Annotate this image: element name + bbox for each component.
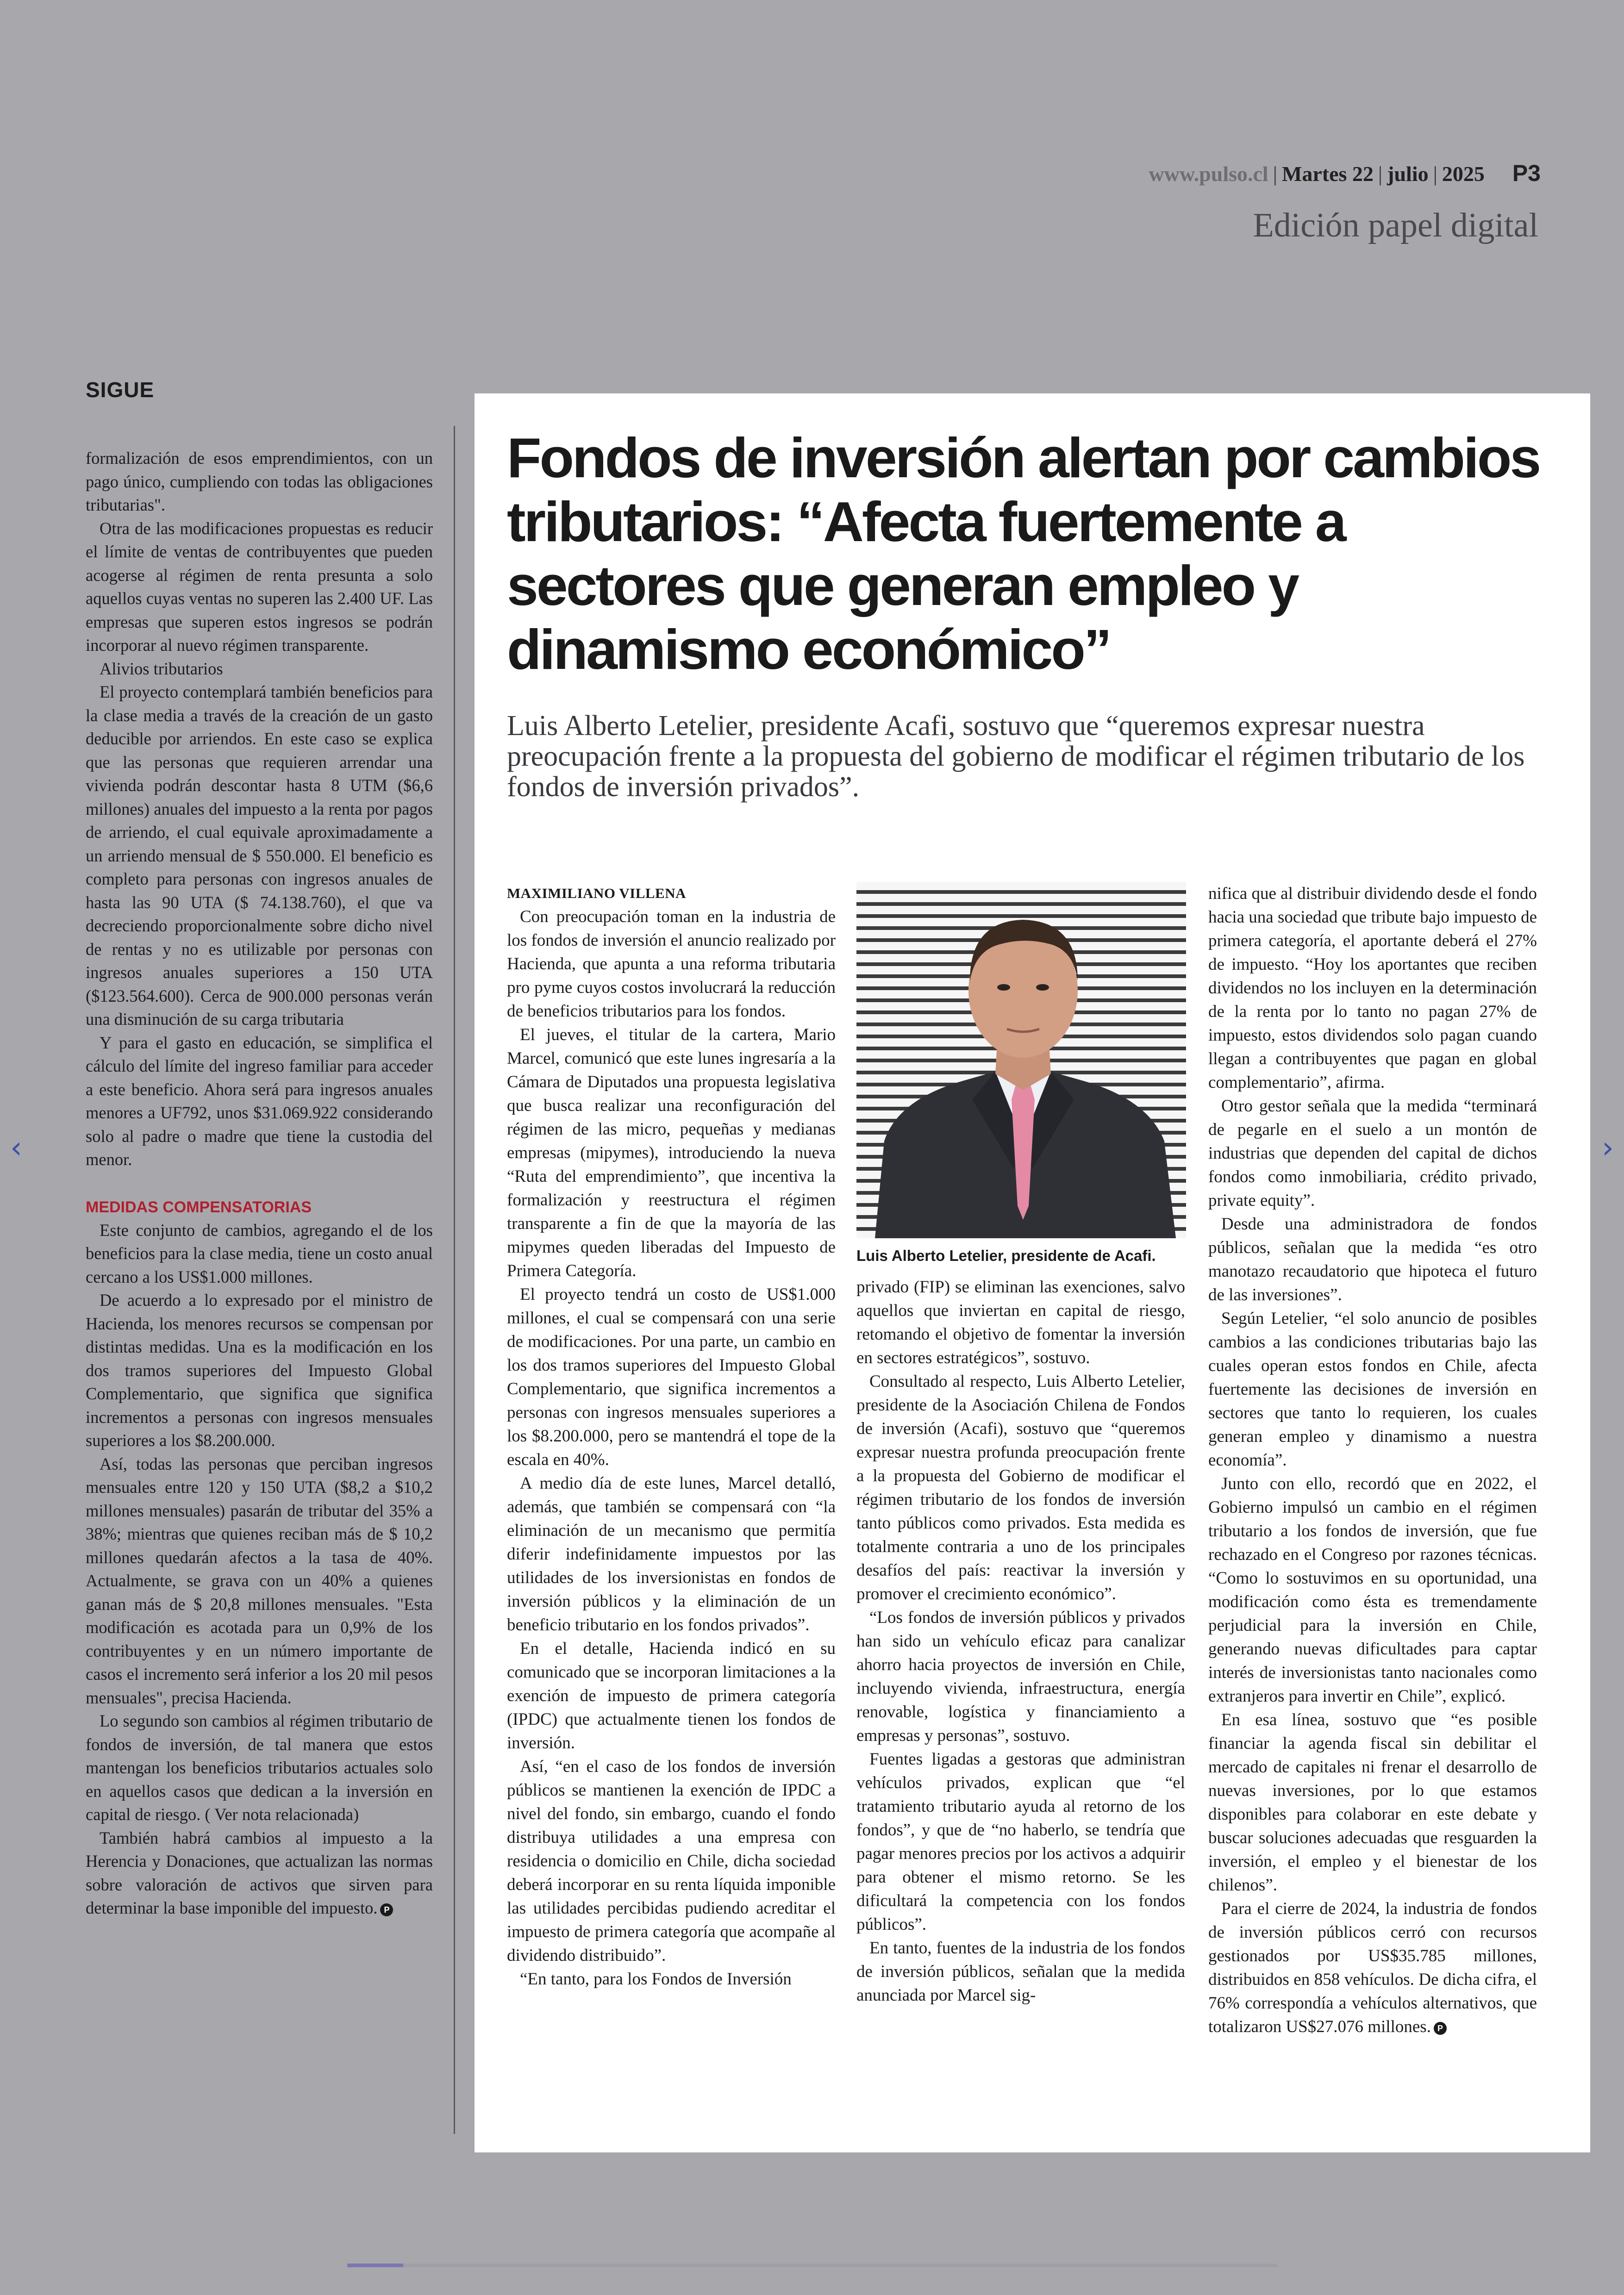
sidebar-paragraph: Lo segundo son cambios al régimen tributario de fondos de inversión, de tal manera que estos mantengan los beneficios tributarios actuales solo en aquellos casos que dedican a la inversión en capital de riesgo. ( Ver nota relacionada) [86, 1711, 433, 1824]
article-headline: Fondos de inversión alertan por cambios tributarios: “Afecta fuertemente a sectores que generan empleo y dinamismo económico” [507, 426, 1540, 681]
sidebar-paragraph: Así, todas las personas que perciban ingresos mensuales entre 120 y 150 UTA ($8,2 a $10,2 millones mensuales) pasarán de tributar del 35% a 38%; mientras que quienes reciban más de $ 10,2 millones quedarán afectos a la tasa de 40%. Actualmente, se grava con un 40% a quienes ganan más de $ 20,8 millones mensuales. "Esta modificación es acotada para un 0,9% de los contribuyentes y en un número importante de casos el incremento será inferior a los 20 mil pesos mensuales", precisa Hacienda. [86, 1454, 433, 1707]
article-paragraph: Fuentes ligadas a gestoras que administran vehículos privados, explican que “el tratamiento tributario ayuda al retorno de los fondos”, y que de “no haberlo, se tendría que pagar menores precios por los activos a adquirir para obtener el mismo retorno. Se les dificultará la competencia con los fondos públicos”. [856, 1750, 1185, 1934]
column-divider [454, 426, 455, 2134]
article-body [507, 882, 1562, 2132]
sidebar-article [86, 447, 433, 1920]
header-separator: | [1378, 162, 1383, 186]
article-paragraph: El jueves, el titular de la cartera, Mario Marcel, comunicó que este lunes ingresaría a la Cámara de Diputados una propuesta legislativa que busca realizar una reconfiguración del régimen de las micro, pequeñas y medianas empresas (mipymes), introduciendo la nueva “Ruta del emprendimiento”, que incentiva la formalización y reestructura el régimen transparente a fin de que la mayoría de las mipymes queden liberadas del Impuesto de Primera Categoría. [507, 1025, 836, 1280]
article-paragraph: Otro gestor señala que la medida “terminará de pegarle en el suelo a un montón de industrias que dependen del capital de dichos fondos como inmobiliaria, crédito privado, private equity”. [1208, 1097, 1537, 1210]
end-mark-icon: P [380, 1903, 393, 1916]
article-column-1 [507, 882, 836, 1991]
article-last-text: Para el cierre de 2024, la industria de fondos de inversión públicos cerró con recursos gestionados por US$35.785 millones, distribuidos en 858 vehículos. De dicha cifra, el 76% correspondía a vehículos alternativos, que totalizaron US$27.076 millones. [1208, 1899, 1537, 2036]
section-label-sigue: SIGUE [86, 378, 155, 402]
article-paragraph: Junto con ello, recordó que en 2022, el Gobierno impulsó un cambio en el régimen tributario a los fondos de inversión, que fue rechazado en el Congreso por razones técnicas. “Como lo sostuvimos en su oportunidad, una modificación como ésta es tremendamente perjudicial para la inversión en Chile, generando nuevas dificultades para captar interés de inversionistas tanto nacionales como extranjeros para invertir en Chile”, explicó. [1208, 1474, 1537, 1706]
article-paragraph: nifica que al distribuir dividendo desde el fondo hacia una sociedad que tribute bajo impuesto de primera categoría, el aportante deberá el 27% de impuesto. “Hoy los aportantes que reciben dividendos no los incluyen en la determinación de la renta por lo tanto no pagan 27% de impuesto, estos dividendos solo pagan cuando llegan a contribuyentes que pagan en global complementario”, afirma. [1208, 884, 1537, 1092]
article-paragraph: Así, “en el caso de los fondos de inversión públicos se mantienen la exención de IPDC a nivel del fondo, sin embargo, cuando el fondo distribuya utilidades a una empresa con residencia o domicilio en Chile, dicha sociedad deberá incorporar en su renta líquida imponible las utilidades percibidas pudiendo acreditar el impuesto de primera categoría que acompañe al dividendo distribuido”. [507, 1757, 836, 1965]
header-separator: | [1433, 162, 1437, 186]
main-article-panel [475, 393, 1590, 2152]
article-paragraph: Desde una administradora de fondos públicos, señalan que la medida “es otro manotazo recaudatorio que hipoteca el futuro de las inversiones”. [1208, 1215, 1537, 1304]
sidebar-paragraph: De acuerdo a lo expresado por el ministro de Hacienda, los menores recursos se compensan por distintas medidas. Una es la modificación en los dos tramos superiores del Impuesto Global Complementario, que significa que significa incrementos a personas con ingresos mensuales superiores a los $8.200.000. [86, 1291, 433, 1450]
article-paragraph: En el detalle, Hacienda indicó en su comunicado que se incorporan limitaciones a la exención de impuesto de primera categoría (IPDC) que actualmente tienen los fondos de inversión. [507, 1639, 836, 1752]
article-paragraph: En tanto, fuentes de la industria de los fondos de inversión públicos, señalan que la medida anunciada por Marcel sig- [856, 1939, 1185, 2005]
article-paragraph: En esa línea, sostuvo que “es posible financiar la agenda fiscal sin debilitar el mercado de capitales ni frenar el desarrollo de nuevas inversiones, por lo que estamos disponibles para colaborar en este debate y buscar soluciones adecuadas que resguarden la inversión, el empleo y el bienestar de los chilenos”. [1208, 1710, 1537, 1895]
article-paragraph: privado (FIP) se eliminan las exenciones, salvo aquellos que inviertan en capital de riesgo, retomando el objetivo de fomentar la inversión en sectores estratégicos”, sostuvo. [856, 1278, 1185, 1367]
header-separator: | [1273, 162, 1277, 186]
article-paragraph: “En tanto, para los Fondos de Inversión [520, 1970, 792, 1989]
article-column-2 [856, 1275, 1185, 2007]
article-column-3 [1208, 882, 1537, 2039]
sidebar-paragraph-last [86, 1827, 433, 1920]
article-deck: Luis Alberto Letelier, presidente Acafi, sostuvo que “queremos expresar nuestra preocupación frente a la propuesta del gobierno de modificar el régimen tributario de los fondos de inversión privados”. [507, 710, 1525, 803]
portrait-illustration [856, 882, 1186, 1238]
page-number: P3 [1512, 160, 1541, 186]
sidebar-paragraph: Este conjunto de cambios, agregando el de los beneficios para la clase media, tiene un costo anual cercano a los US$1.000 millones. [86, 1220, 433, 1286]
end-mark-icon: P [1434, 2022, 1447, 2035]
sidebar-paragraph: El proyecto contemplará también beneficios para la clase media a través de la creación de un gasto deducible por arriendos. En este caso se explica que las personas que requieren arrendar una vivienda podrán descontar hasta 8 UTM ($6,6 millones) anuales del impuesto a la renta por pagos de arriendo, el cual equivale aproximadamente a un arriendo mensual de $ 550.000. El beneficio es completo para personas con ingresos anuales de hasta las 90 UTA ($ 74.138.760), el que va decreciendo proporcionalmente sobre dicho nivel de rentas y no es utilizable por personas con ingresos anuales superiores a 150 UTA ($123.564.600). Cerca de 900.000 personas verán una disminución de su carga tributaria [86, 682, 433, 1029]
page-header-info [1149, 160, 1541, 187]
photo-caption: Luis Alberto Letelier, presidente de Acafi. [856, 1247, 1156, 1264]
sidebar-inline-subhead: Alivios tributarios [100, 659, 223, 678]
byline: MAXIMILIANO VILLENA [507, 885, 686, 901]
header-year: 2025 [1442, 162, 1485, 186]
article-paragraph: El proyecto tendrá un costo de US$1.000 millones, el cual se compensará con una serie de modificaciones. Por una parte, un cambio en los dos tramos superiores del Impuesto Global Complementario, que significa incrementos a personas con ingresos mensuales superiores a los $8.200.000, pero se mantendrá el tope de la escala en 40%. [507, 1285, 836, 1469]
sidebar-paragraph: Otra de las modificaciones propuestas es reducir el límite de ventas de contribuyentes que pueden acogerse al régimen de renta presunta a solo aquellos cuyas ventas no superen las 2.400 UF. Las empresas que superen estos ingresos se podrán incorporar al nuevo régimen transparente. [86, 518, 433, 655]
article-paragraph: Con preocupación toman en la industria de los fondos de inversión el anuncio realizado por Hacienda, que apunta a una reforma tributaria pro pyme cuyos costos involucrará la reducción de beneficios tributarios para los fondos. [507, 907, 836, 1021]
sidebar-last-text: También habrá cambios al impuesto a la Herencia y Donaciones, que actualizan las normas sobre valoración de activos que sirven para determinar la base imponible del impuesto. [86, 1828, 433, 1917]
sidebar-paragraph: Y para el gasto en educación, se simplifica el cálculo del límite del ingreso familiar para acceder a este beneficio. Ahora será para ingresos anuales menores a UF792, unos $31.069.922 considerando solo al padre o madre que tiene la custodia del menor. [86, 1033, 433, 1169]
sidebar-paragraph: formalización de esos emprendimientos, con un pago único, cumpliendo con todas las obligaciones tributarias". [86, 449, 433, 514]
article-paragraph: Consultado al respecto, Luis Alberto Letelier, presidente de la Asociación Chilena de Fondos de inversión (Acafi), sostuvo que “queremos expresar nuestra profunda preocupación frente a la propuesta del Gobierno de modificar el régimen tributario de los fondos de inversión tanto públicos como privados. Esta medida es totalmente contraria a uno de los principales desafíos del país: reactivar la inversión y promover el crecimiento económico”. [856, 1372, 1185, 1603]
portrait-eye [997, 984, 1010, 991]
portrait-eye [1036, 984, 1049, 991]
portrait-photo [856, 882, 1186, 1238]
article-paragraph: Según Letelier, “el solo anuncio de posibles cambios a las condiciones tributarias bajo las cuales operan estos fondos en Chile, afecta fuertemente las decisiones de inversión en sectores que tanto lo requieren, los cuales generan empleo y dinamismo a nuestra economía”. [1208, 1309, 1537, 1470]
article-photo-block [856, 882, 1186, 1266]
chevron-right-icon[interactable]: › [1602, 1131, 1614, 1165]
site-url[interactable]: www.pulso.cl [1149, 162, 1268, 186]
page-progress-track[interactable] [347, 2264, 1278, 2267]
header-month: julio [1387, 162, 1429, 186]
page-progress-fill [347, 2264, 403, 2267]
chevron-left-icon[interactable]: ‹ [10, 1131, 22, 1165]
article-paragraph-last [1208, 1897, 1537, 2039]
article-paragraph: “Los fondos de inversión públicos y privados han sido un vehículo eficaz para canalizar ahorro hacia proyectos de inversión en Chile, incluyendo vivienda, infraestructura, energía renovable, logística y financiamiento a empresas y personas”, sostuvo. [856, 1608, 1185, 1745]
sidebar-subhead: MEDIDAS COMPENSATORIAS [86, 1198, 312, 1216]
article-paragraph: A medio día de este lunes, Marcel detalló, además, que también se compensará con “la eliminación de un mecanismo que permitía diferir indefinidamente impuestos por las utilidades de los inversionistas en fondos de inversión públicos y la eliminación de un beneficio tributario en los fondos privados”. [507, 1474, 836, 1634]
header-day: Martes 22 [1281, 162, 1374, 186]
edition-label: Edición papel digital [1253, 206, 1538, 244]
